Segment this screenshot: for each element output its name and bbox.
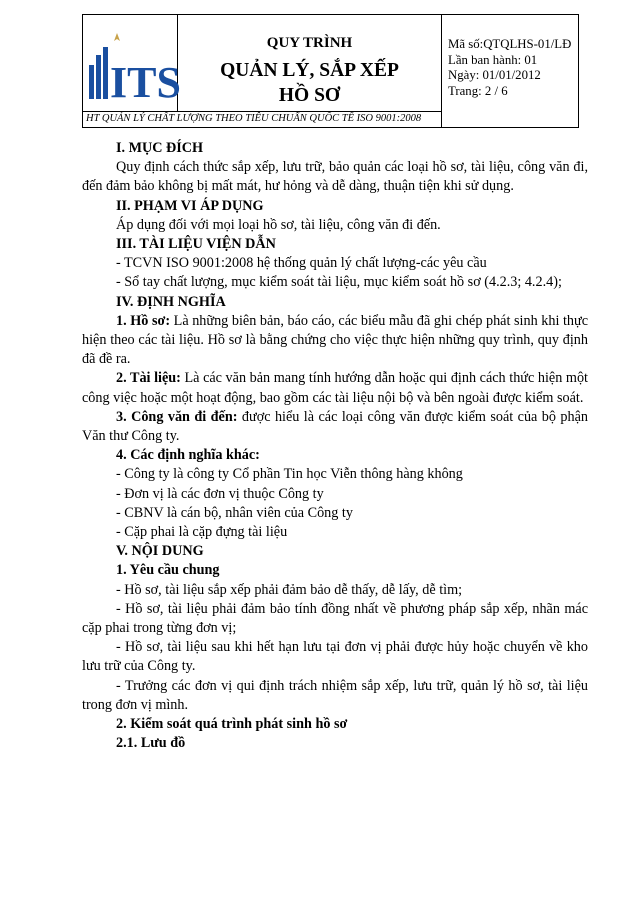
list-item: - Đơn vị là các đơn vị thuộc Công ty bbox=[116, 485, 324, 502]
subsection-heading: 2.1. Lưu đồ bbox=[116, 735, 186, 752]
definition-term: 3. Công văn đi đến: bbox=[116, 408, 238, 425]
doc-title-line: QUẢN LÝ, SẮP XẾP bbox=[220, 60, 399, 81]
definition-paragraph bbox=[82, 408, 588, 446]
definition-text: được hiểu là các loại công văn được kiểm soát của bộ phận Văn thư Công ty. bbox=[82, 408, 588, 445]
list-item: - Hồ sơ, tài liệu sắp xếp phải đảm bảo dễ thấy, dễ lấy, dễ tìm; bbox=[116, 581, 463, 598]
definition-text: Là các văn bản mang tính hướng dẫn hoặc qui định cách thức hiện một công việc hoặc một hoạt động, bao gồm các tài liệu nội bộ và bên ngoài được kiểm soát. bbox=[82, 370, 588, 406]
list-item: - Hồ sơ, tài liệu phải đảm bảo tính đồng nhất về phương pháp sắp xếp, nhãn mác cặp phai trong từng đơn vị; bbox=[82, 600, 588, 637]
section-heading: III. TÀI LIỆU VIỆN DẪN bbox=[116, 236, 276, 253]
quality-standard-label: HT QUẢN LÝ CHẤT LƯỢNG THEO TIÊU CHUẨN QUỐC TẾ ISO 9001:2008 bbox=[86, 113, 422, 124]
document-body bbox=[82, 139, 588, 754]
section-heading: II. PHẠM VI ÁP DỤNG bbox=[116, 197, 264, 214]
list-item: - Hồ sơ, tài liệu sau khi hết hạn lưu tại đơn vị phải được hủy hoặc chuyển về kho lưu trữ của Công ty. bbox=[82, 639, 588, 675]
definition-paragraph bbox=[82, 312, 588, 370]
definition-paragraph bbox=[82, 369, 588, 407]
svg-text:ITS: ITS bbox=[110, 58, 181, 107]
doc-title bbox=[178, 58, 441, 108]
doc-meta bbox=[448, 37, 571, 99]
issue-date: Ngày: 01/01/2012 bbox=[448, 68, 541, 82]
document-header bbox=[82, 14, 579, 128]
subsection-heading: 1. Yêu cầu chung bbox=[116, 562, 220, 579]
header-divider bbox=[441, 15, 442, 127]
its-logo-icon bbox=[87, 31, 181, 107]
paragraph: Áp dụng đối với mọi loại hồ sơ, tài liệu, công văn đi đến. bbox=[116, 216, 441, 233]
doc-code: Mã số:QTQLHS-01/LĐ bbox=[448, 37, 572, 51]
list-item: - TCVN ISO 9001:2008 hệ thống quản lý chất lượng-các yêu cầu bbox=[116, 255, 487, 272]
definition-text: Là những biên bản, báo cáo, các biểu mẫu đã ghi chép phát sinh khi thực hiện theo các tài liệu. Hồ sơ là bằng chứng cho việc thực hiện những quy trình, quy định đã đề ra. bbox=[82, 312, 588, 368]
page-number: Trang: 2 / 6 bbox=[448, 83, 508, 98]
issue-number: Lần ban hành: 01 bbox=[448, 52, 538, 67]
list-item: - Công ty là công ty Cổ phần Tin học Viễn thông hàng không bbox=[116, 466, 463, 483]
definition-term: 2. Tài liệu: bbox=[116, 370, 181, 387]
doc-title-line: HỒ SƠ bbox=[278, 85, 341, 106]
list-item: - CBNV là cán bộ, nhân viên của Công ty bbox=[116, 504, 353, 521]
section-heading: I. MỤC ĐÍCH bbox=[116, 140, 204, 156]
list-item: - Trưởng các đơn vị qui định trách nhiệm sắp xếp, lưu trữ, quản lý hồ sơ, tài liệu trong đơn vị mình. bbox=[82, 677, 588, 713]
paragraph: Quy định cách thức sắp xếp, lưu trữ, bảo quản các loại hồ sơ, tài liệu, công văn đi, đến đảm bảo không bị mất mát, hư hỏng và dễ dàng, thuận tiện khi sử dụng. bbox=[82, 159, 588, 195]
subsection-heading: 4. Các định nghĩa khác: bbox=[116, 447, 260, 464]
section-heading: V. NỘI DUNG bbox=[116, 543, 204, 560]
section-heading: IV. ĐỊNH NGHĨA bbox=[116, 293, 226, 310]
list-item: - Sổ tay chất lượng, mục kiểm soát tài liệu, mục kiểm soát hồ sơ (4.2.3; 4.2.4); bbox=[116, 274, 562, 291]
definition-term: 1. Hồ sơ: bbox=[116, 312, 171, 329]
header-divider bbox=[83, 111, 441, 112]
subsection-heading: 2. Kiểm soát quá trình phát sinh hồ sơ bbox=[116, 716, 348, 733]
list-item: - Cặp phai là cặp đựng tài liệu bbox=[116, 524, 288, 541]
doc-type-label: QUY TRÌNH bbox=[266, 35, 353, 51]
